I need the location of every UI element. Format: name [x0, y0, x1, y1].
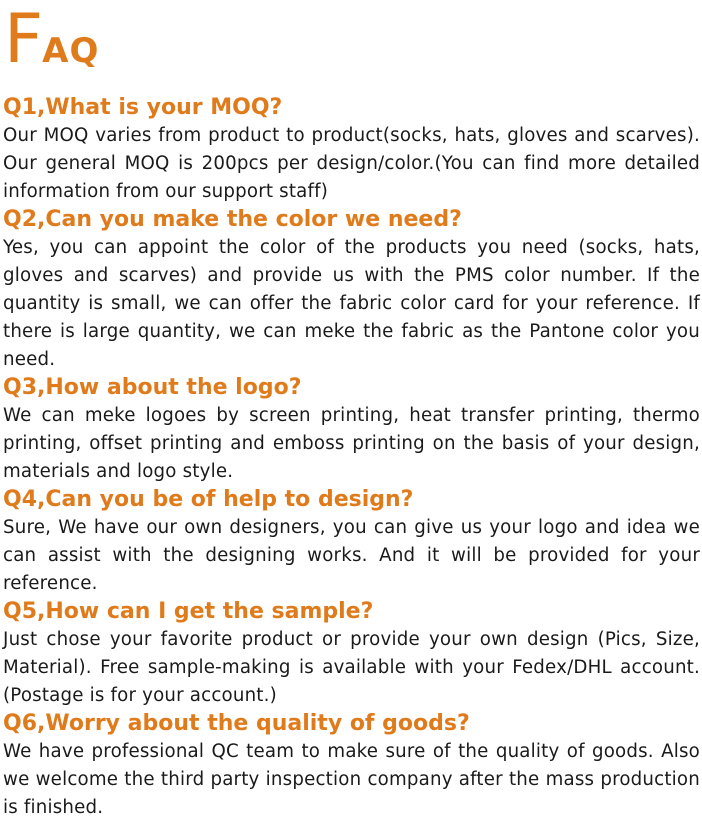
faq-item-q2	[3, 206, 700, 374]
page-title-initial: F	[4, 0, 43, 79]
faq-list	[3, 94, 700, 822]
page-title	[4, 0, 100, 79]
faq-answer: We have professional QC team to make sure of the quality of goods. Also we welcome the third party inspection company after the mass production is finished.	[3, 741, 700, 818]
faq-item-q3	[3, 374, 700, 486]
faq-question: Q5,How can I get the sample?	[3, 599, 374, 624]
faq-question: Q1,What is your MOQ?	[3, 95, 283, 120]
faq-answer: Our MOQ varies from product to product(socks, hats, gloves and scarves). Our general MOQ is 200pcs per design/color.(You can find more detailed information from our support staff)	[3, 125, 700, 202]
faq-item-q5	[3, 598, 700, 710]
faq-question: Q4,Can you be of help to design?	[3, 487, 414, 512]
faq-answer: We can meke logoes by screen printing, heat transfer printing, thermo printing, offset printing and emboss printing on the basis of your design, materials and logo style.	[3, 405, 700, 482]
faq-answer: Yes, you can appoint the color of the products you need (socks, hats, gloves and scarves) and provide us with the PMS color number. If the quantity is small, we can offer the fabric color card for your reference. If there is large quantity, we can meke the fabric as the Pantone color you need.	[3, 237, 700, 370]
faq-question: Q2,Can you make the color we need?	[3, 207, 462, 232]
faq-item-q4	[3, 486, 700, 598]
faq-question: Q3,How about the logo?	[3, 375, 302, 400]
faq-question: Q6,Worry about the quality of goods?	[3, 711, 470, 736]
faq-answer: Sure, We have our own designers, you can give us your logo and idea we can assist with the designing works. And it will be provided for your reference.	[3, 517, 700, 594]
page-title-rest: AQ	[42, 31, 100, 71]
faq-item-q6	[3, 710, 700, 822]
faq-answer: Just chose your favorite product or provide your own design (Pics, Size, Material). Free sample-making is available with your Fedex/DHL account. (Postage is for your account.)	[3, 629, 700, 706]
faq-item-q1	[3, 94, 700, 206]
